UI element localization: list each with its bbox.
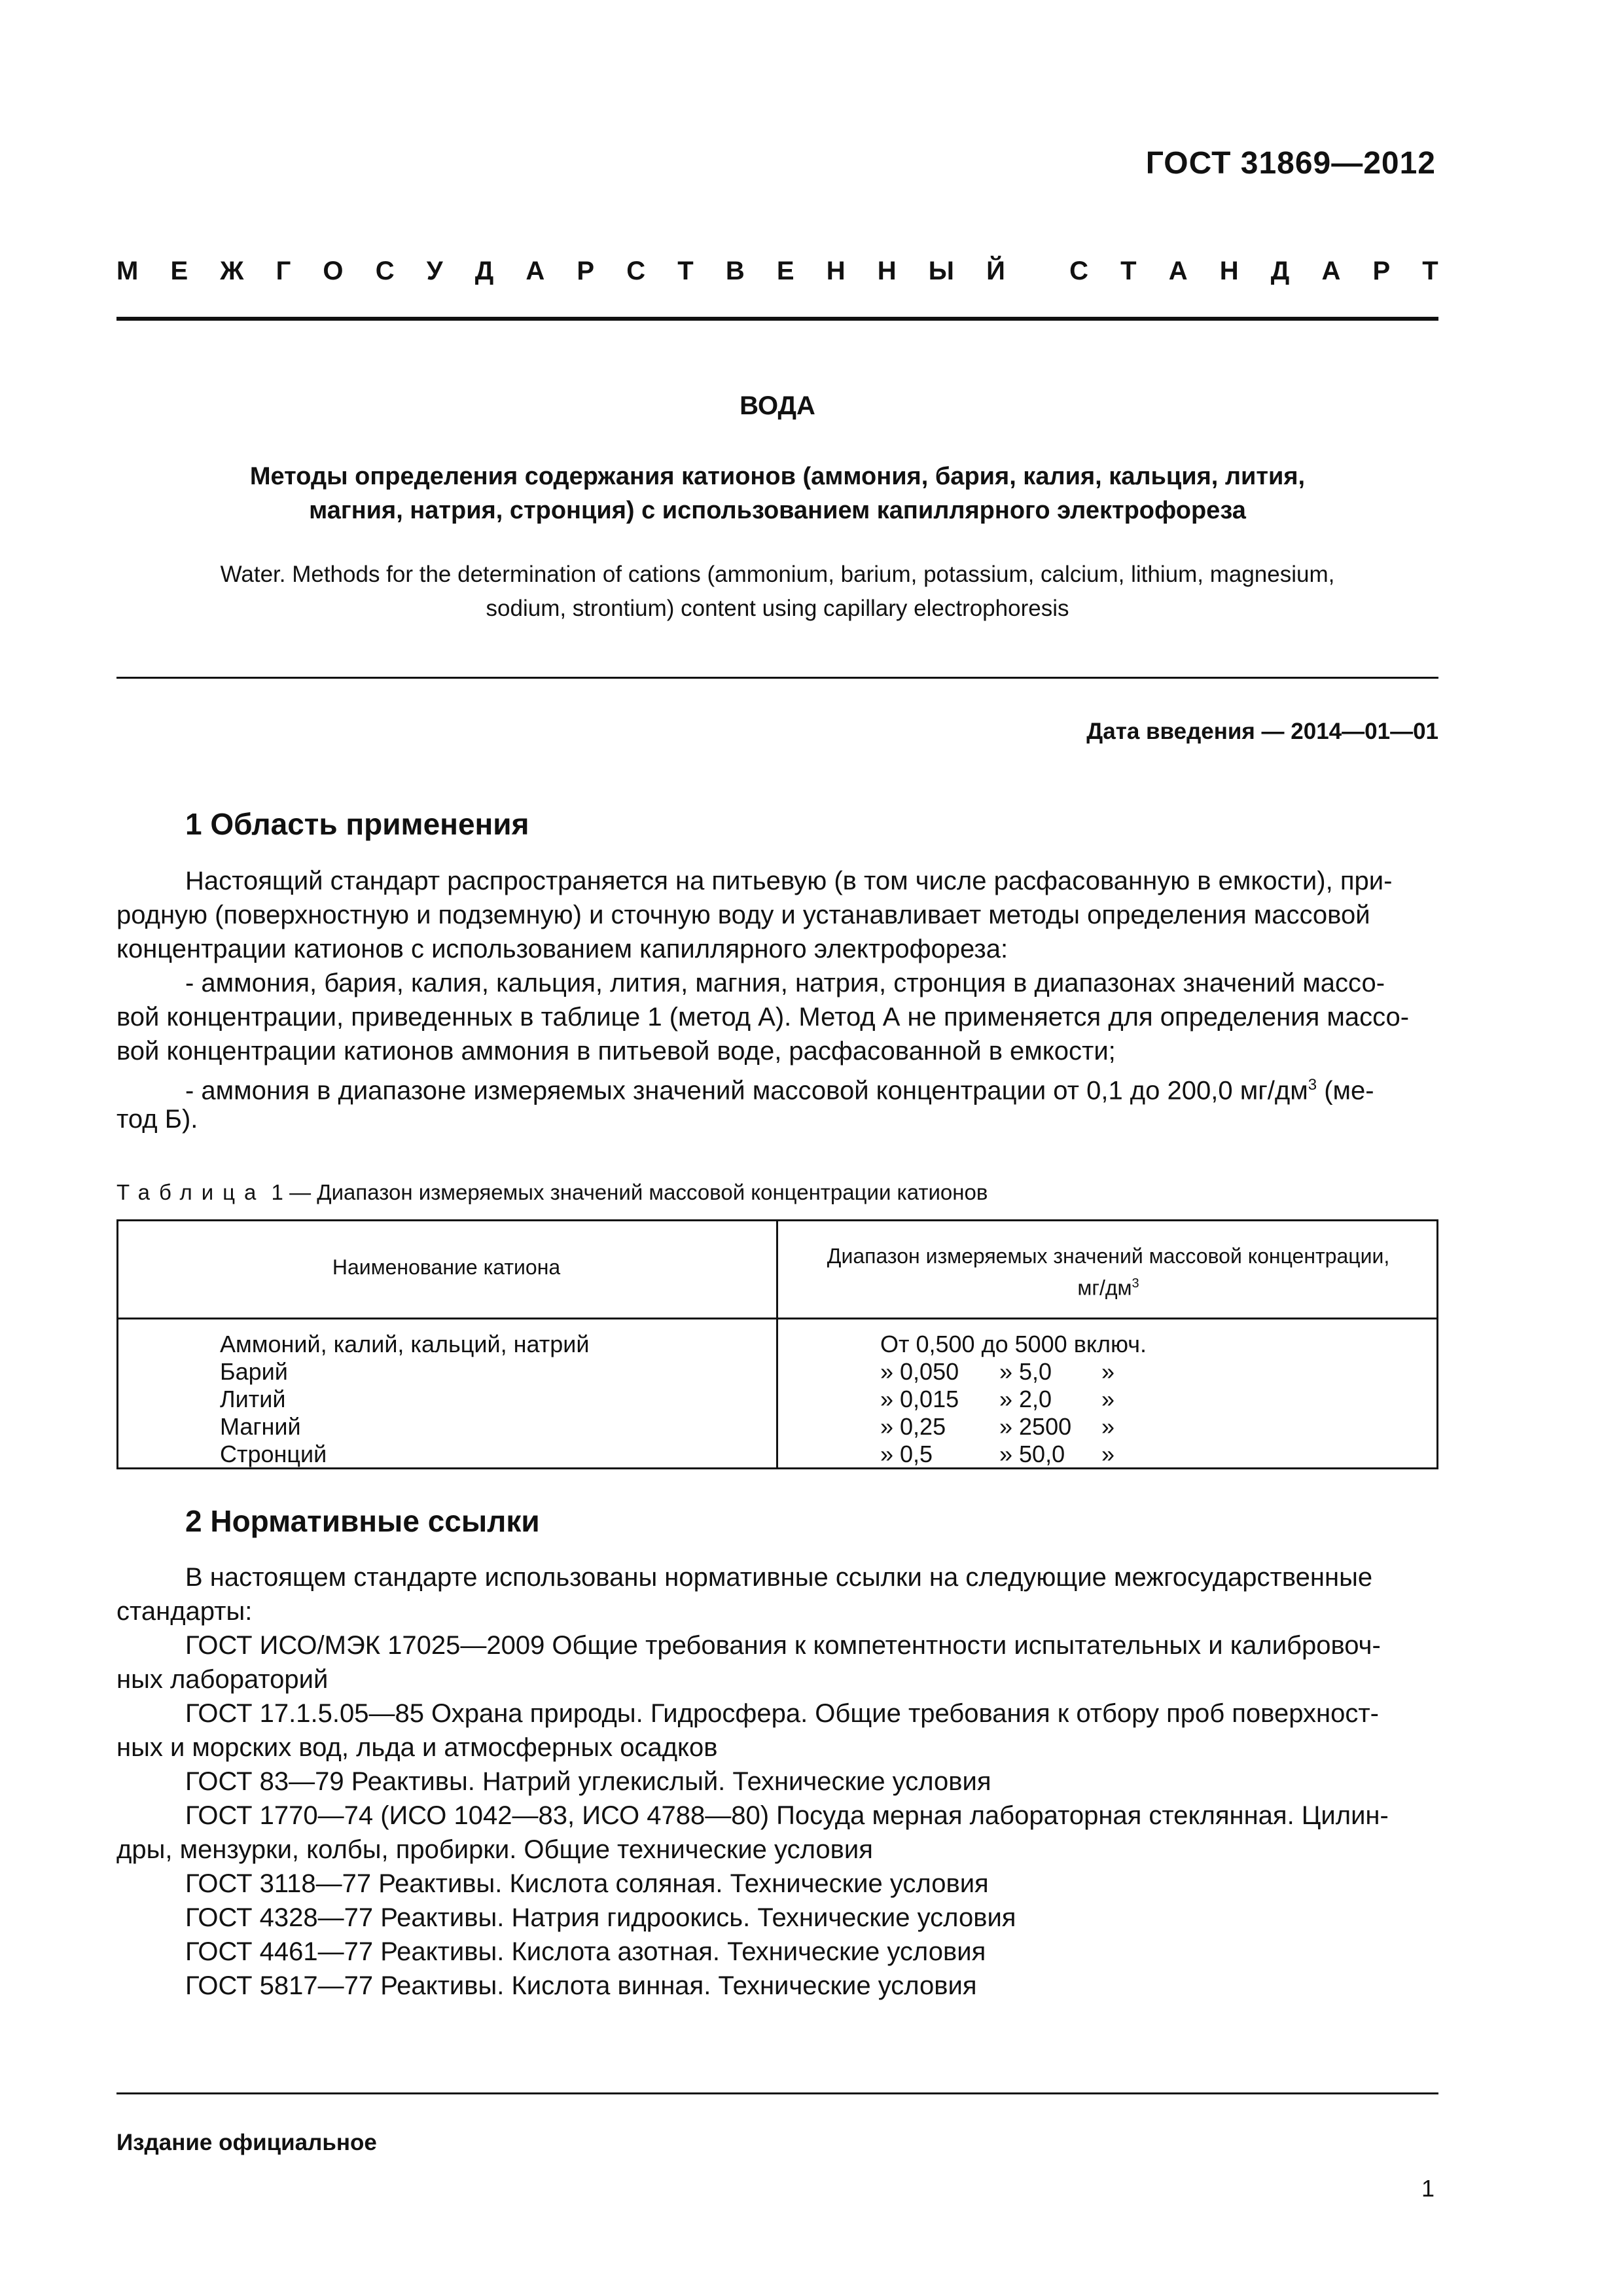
banner-letter: С [1069,257,1089,285]
table-row-name: Аммоний, калий, кальций, натрий [220,1331,590,1357]
banner-letter: Н [877,257,897,285]
interstate-standard-banner [116,257,1438,286]
banner-letter: Й [986,257,1005,285]
page-number: 1 [1421,2175,1435,2202]
banner-letter: У [426,257,443,285]
introduction-date: Дата введения — 2014—01—01 [1086,719,1438,744]
banner-letter: Ы [928,257,954,285]
superscript: 3 [1308,1076,1317,1094]
subtitle-en-line-2: sodium, strontium) content using capillary electrophoresis [486,596,1069,621]
edition-label: Издание официальное [116,2130,377,2155]
table-row-range: От 0,500 до 5000 включ. [880,1331,1147,1357]
table-row-to: » 2,0 [999,1386,1052,1412]
table-row-to: » 2500 [999,1413,1072,1440]
banner-letter: Г [276,257,291,285]
subtitle-ru-line-2: магния, натрия, стронция) с использованием капиллярного электрофореза [309,497,1246,524]
normative-reference: ГОСТ ИСО/МЭК 17025—2009 Общие требования к компетентности испытательных и калибровоч- [185,1631,1381,1660]
table-row-to: » 50,0 [999,1441,1065,1467]
banner-letter: А [526,257,545,285]
banner-letter: Д [474,257,494,285]
table-row-name: Барий [220,1358,288,1385]
normative-reference-cont: ных и морских вод, льда и атмосферных осадков [116,1733,718,1762]
document-title: ВОДА [740,391,815,420]
normative-reference: ГОСТ 5817—77 Реактивы. Кислота винная. Технические условия [185,1971,977,2000]
table-row-ditto: » [1101,1441,1115,1467]
normative-reference: ГОСТ 17.1.5.05—85 Охрана природы. Гидросфера. Общие требования к отбору проб поверхност- [185,1699,1379,1728]
normative-reference-cont: дры, мензурки, колбы, пробирки. Общие технические условия [116,1835,873,1864]
table-header-range-line-2 [778,1270,1438,1302]
banner-letter: Е [170,257,188,285]
banner-letter: О [323,257,344,285]
table-row-ditto: » [1101,1386,1115,1412]
superscript: 3 [1132,1276,1139,1291]
banner-letter: Т [1422,257,1438,285]
title-rule [116,677,1438,679]
table-row-name: Стронций [220,1441,327,1467]
section-1-heading: 1 Область применения [185,807,529,841]
banner-letter: А [1168,257,1188,285]
document-subtitle-ru [116,459,1438,528]
normative-reference: ГОСТ 1770—74 (ИСО 1042—83, ИСО 4788—80) Посуда мерная лабораторная стеклянная. Цилин- [185,1801,1389,1830]
normative-reference-cont: ных лабораторий [116,1665,329,1694]
table-header-range [778,1242,1438,1302]
subtitle-en-line-1: Water. Methods for the determination of cations (ammonium, barium, potassium, calcium, lithium, magnesium, [220,562,1335,587]
normative-reference: ГОСТ 3118—77 Реактивы. Кислота соляная. Технические условия [185,1869,989,1898]
banner-letter: М [116,257,139,285]
table-header-range-line-1: Диапазон измеряемых значений массовой концентрации, [827,1244,1390,1268]
normative-reference: ГОСТ 83—79 Реактивы. Натрий углекислый. Технические условия [185,1767,991,1796]
table-row-ditto: » [1101,1358,1115,1385]
table-caption-word: Таблица [116,1180,266,1204]
header-rule [116,317,1438,321]
section-2-line: В настоящем стандарте использованы нормативные ссылки на следующие межгосударственные [185,1563,1373,1592]
table-row-ditto: » [1101,1413,1115,1440]
table-caption [116,1180,988,1205]
document-subtitle-en [116,558,1438,626]
banner-letter: Е [776,257,794,285]
table-row-from: » 0,015 [880,1386,959,1412]
unit: мг/дм [1077,1276,1132,1300]
banner-letter: Н [1219,257,1239,285]
section-1-line-tail: (ме- [1317,1076,1374,1105]
table-row-from: » 0,5 [880,1441,933,1467]
banner-letter: А [1321,257,1341,285]
table-header-divider [116,1318,1438,1319]
section-2-line: стандарты: [116,1597,253,1626]
banner-letter: Ж [220,257,244,285]
banner-letter: Д [1270,257,1290,285]
section-1-line-text: - аммония в диапазоне измеряемых значений массовой концентрации от 0,1 до 200,0 мг/дм [185,1076,1308,1105]
document-code: ГОСТ 31869—2012 [1145,146,1436,181]
banner-letter: С [375,257,395,285]
normative-reference: ГОСТ 4328—77 Реактивы. Натрия гидроокись. Технические условия [185,1903,1016,1932]
section-2-heading: 2 Нормативные ссылки [185,1504,540,1538]
banner-letter: Н [826,257,846,285]
table-row-to: » 5,0 [999,1358,1052,1385]
section-1-line: Настоящий стандарт распространяется на питьевую (в том числе расфасованную в емкости), при- [185,867,1393,895]
banner-letter: С [626,257,646,285]
section-1-line: вой концентрации катионов аммония в питьевой воде, расфасованной в емкости; [116,1037,1116,1066]
table-row-name: Магний [220,1413,301,1440]
banner-letter: Р [1372,257,1391,285]
normative-reference: ГОСТ 4461—77 Реактивы. Кислота азотная. Технические условия [185,1937,986,1966]
table-row-from: » 0,25 [880,1413,946,1440]
subtitle-ru-line-1: Методы определения содержания катионов (аммония, бария, калия, кальция, лития, [249,463,1306,490]
banner-letter: В [725,257,745,285]
table-header-cation: Наименование катиона [332,1255,561,1279]
section-1-line: - аммония, бария, калия, кальция, лития, магния, натрия, стронция в диапазонах значений массо- [185,969,1385,997]
section-1-line: концентрации катионов с использованием капиллярного электрофореза: [116,935,1008,963]
banner-letter: Т [677,257,694,285]
section-1-line: тод Б). [116,1105,198,1134]
table-caption-text: 1 — Диапазон измеряемых значений массовой концентрации катионов [265,1180,988,1204]
banner-letter: Т [1120,257,1137,285]
section-1-line: вой концентрации, приведенных в таблице 1 (метод А). Метод А не применяется для определения массо- [116,1003,1410,1031]
footer-rule [116,2092,1438,2094]
table-row-name: Литий [220,1386,286,1412]
section-1-line: родную (поверхностную и подземную) и сточную воду и устанавливает методы определения массовой [116,901,1370,929]
banner-letter: Р [577,257,595,285]
table-row-from: » 0,050 [880,1358,959,1385]
